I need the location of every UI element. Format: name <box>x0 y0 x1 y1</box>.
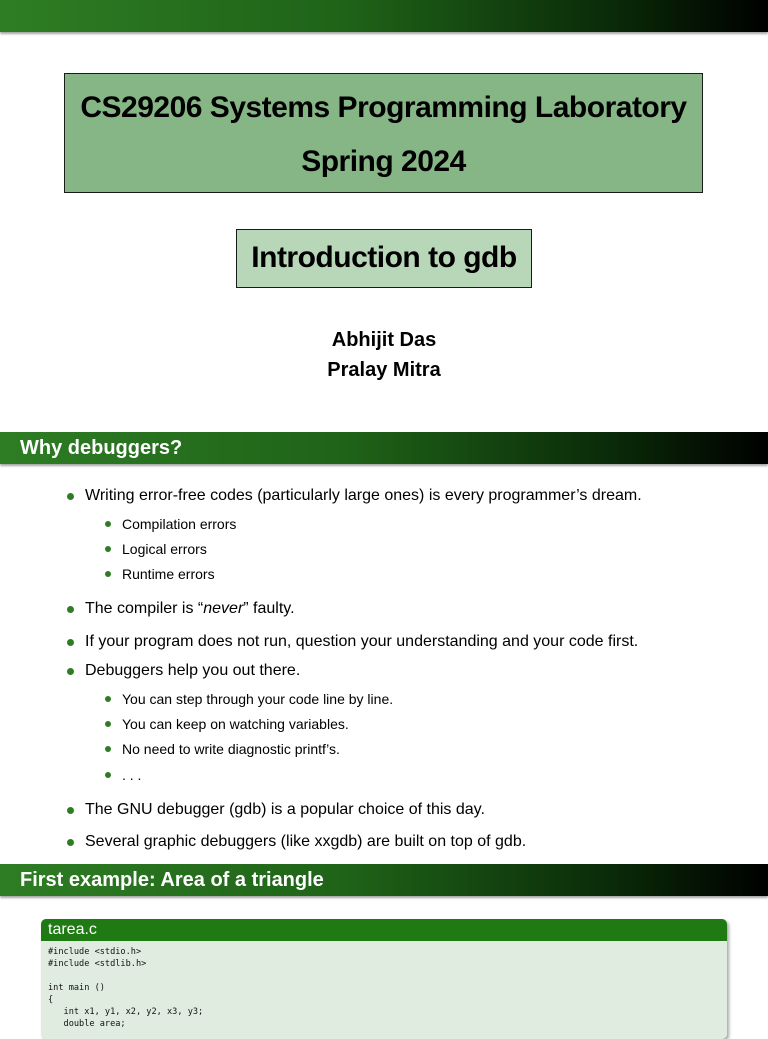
bullet-icon <box>67 606 74 613</box>
code-block <box>41 919 727 1039</box>
list-item: Runtime errors <box>122 565 215 583</box>
bullet-icon <box>67 639 74 646</box>
list-item: Several graphic debuggers (like xxgdb) are built on top of gdb. <box>85 832 526 852</box>
author-name: Pralay Mitra <box>327 359 441 381</box>
section-title-first-example: First example: Area of a triangle <box>0 864 768 896</box>
code-block-title: tarea.c <box>41 919 727 941</box>
list-item: You can keep on watching variables. <box>122 715 349 733</box>
authors <box>0 325 768 385</box>
list-item: The compiler is “never” faulty. <box>85 599 295 619</box>
bullet-icon <box>67 668 74 675</box>
section-title-why-debuggers: Why debuggers? <box>0 432 768 464</box>
bullet-icon <box>105 571 111 577</box>
bullet-icon <box>67 807 74 814</box>
list-item: Writing error-free codes (particularly large ones) is every programmer’s dream. <box>85 486 642 506</box>
author-name: Abhijit Das <box>331 329 437 351</box>
list-item: You can step through your code line by line. <box>122 690 393 708</box>
list-item: The GNU debugger (gdb) is a popular choice of this day. <box>85 800 485 820</box>
top-header-bar <box>0 0 768 32</box>
bullet-icon <box>105 696 111 702</box>
code-listing: #include <stdio.h> #include <stdlib.h> int main () { int x1, y1, x2, y2, x3, y3; double area; <box>48 947 204 1029</box>
list-item: If your program does not run, question your understanding and your code first. <box>85 632 638 652</box>
list-item: . . . <box>122 766 141 784</box>
bullet-icon <box>105 546 111 552</box>
course-title: CS29206 Systems Programming Laboratory <box>80 91 687 124</box>
course-term: Spring 2024 <box>301 145 466 178</box>
bullet-icon <box>105 521 111 527</box>
list-item: Compilation errors <box>122 515 236 533</box>
bullet-icon <box>67 839 74 846</box>
list-item: Logical errors <box>122 540 207 558</box>
bullet-icon <box>105 721 111 727</box>
bullet-icon <box>67 493 74 500</box>
bullet-icon <box>105 772 111 778</box>
lecture-topic: Introduction to gdb <box>236 229 532 288</box>
course-title-box <box>64 73 703 193</box>
bullet-icon <box>105 746 111 752</box>
list-item: No need to write diagnostic printf’s. <box>122 740 340 758</box>
list-item: Debuggers help you out there. <box>85 661 300 681</box>
